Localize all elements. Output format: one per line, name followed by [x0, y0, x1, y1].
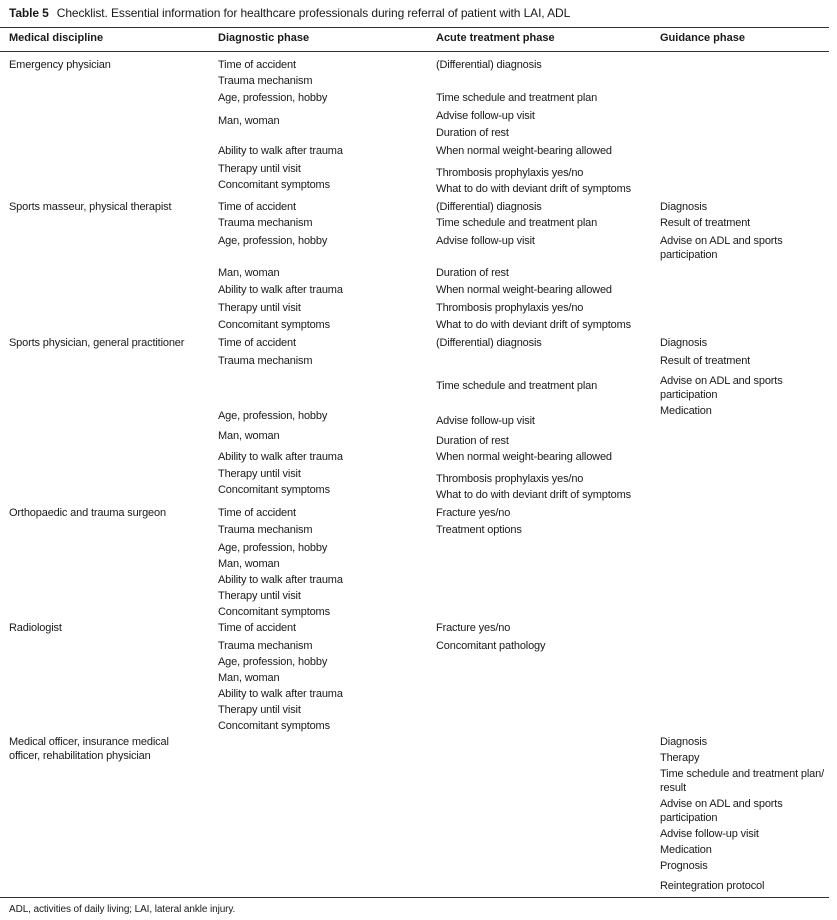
diagnostic-item: Man, woman	[218, 430, 280, 442]
guidance-item: Medication	[660, 844, 712, 856]
diagnostic-item: Trauma mechanism	[218, 217, 313, 229]
diagnostic-item: Ability to walk after trauma	[218, 451, 343, 463]
discipline-cell: officer, rehabilitation physician	[9, 750, 151, 762]
diagnostic-item: Trauma mechanism	[218, 355, 313, 367]
guidance-item: Prognosis	[660, 860, 708, 872]
header-acute-treatment-phase: Acute treatment phase	[436, 32, 555, 44]
diagnostic-item: Concomitant symptoms	[218, 484, 330, 496]
header-diagnostic-phase: Diagnostic phase	[218, 32, 310, 44]
acute-treatment-item: Duration of rest	[436, 127, 509, 139]
diagnostic-item: Age, profession, hobby	[218, 410, 328, 422]
acute-treatment-item: Duration of rest	[436, 267, 509, 279]
discipline-cell: Sports masseur, physical therapist	[9, 201, 172, 213]
diagnostic-item: Man, woman	[218, 267, 280, 279]
diagnostic-item: Age, profession, hobby	[218, 235, 328, 247]
acute-treatment-item: Advise follow-up visit	[436, 415, 535, 427]
table-number: Table 5	[9, 6, 49, 20]
guidance-item: Result of treatment	[660, 217, 751, 229]
guidance-item: Time schedule and treatment plan/	[660, 768, 825, 780]
diagnostic-item: Time of accident	[218, 59, 296, 71]
diagnostic-item: Therapy until visit	[218, 468, 301, 480]
acute-treatment-item: Treatment options	[436, 524, 522, 536]
bottom-rule	[0, 897, 829, 898]
acute-treatment-item: (Differential) diagnosis	[436, 201, 542, 213]
acute-treatment-item: What to do with deviant drift of symptoms	[436, 489, 631, 501]
guidance-item: Medication	[660, 405, 712, 417]
acute-treatment-item: Time schedule and treatment plan	[436, 380, 598, 392]
table-caption	[9, 6, 570, 20]
acute-treatment-item: Time schedule and treatment plan	[436, 217, 598, 229]
diagnostic-item: Therapy until visit	[218, 163, 301, 175]
acute-treatment-item: When normal weight-bearing allowed	[436, 145, 612, 157]
acute-treatment-item: Duration of rest	[436, 435, 509, 447]
diagnostic-item: Therapy until visit	[218, 704, 301, 716]
header-rule	[0, 51, 829, 52]
acute-treatment-item: Advise follow-up visit	[436, 235, 535, 247]
acute-treatment-item: Thrombosis prophylaxis yes/no	[436, 302, 584, 314]
diagnostic-item: Age, profession, hobby	[218, 656, 328, 668]
acute-treatment-item: When normal weight-bearing allowed	[436, 284, 612, 296]
diagnostic-item: Trauma mechanism	[218, 640, 313, 652]
diagnostic-item: Ability to walk after trauma	[218, 145, 343, 157]
acute-treatment-item: What to do with deviant drift of symptoms	[436, 183, 631, 195]
guidance-item: Advise follow-up visit	[660, 828, 759, 840]
guidance-item: Result of treatment	[660, 355, 751, 367]
table-footnote: ADL, activities of daily living; LAI, lateral ankle injury.	[9, 904, 236, 915]
guidance-item: result	[660, 782, 686, 794]
header-medical-discipline: Medical discipline	[9, 32, 104, 44]
discipline-cell: Orthopaedic and trauma surgeon	[9, 507, 166, 519]
acute-treatment-item: Concomitant pathology	[436, 640, 546, 652]
guidance-item: Advise on ADL and sports	[660, 798, 783, 810]
diagnostic-item: Ability to walk after trauma	[218, 284, 343, 296]
diagnostic-item: Man, woman	[218, 558, 280, 570]
table-caption-text: Checklist. Essential information for healthcare professionals during referral of patient with LAI, ADL	[56, 6, 571, 20]
diagnostic-item: Age, profession, hobby	[218, 92, 328, 104]
acute-treatment-item: Fracture yes/no	[436, 507, 511, 519]
diagnostic-item: Trauma mechanism	[218, 524, 313, 536]
diagnostic-item: Therapy until visit	[218, 302, 301, 314]
header-guidance-phase: Guidance phase	[660, 32, 745, 44]
guidance-item: Diagnosis	[660, 201, 707, 213]
diagnostic-item: Concomitant symptoms	[218, 179, 330, 191]
discipline-cell: Radiologist	[9, 622, 62, 634]
discipline-cell: Emergency physician	[9, 59, 111, 71]
acute-treatment-item: Advise follow-up visit	[436, 110, 535, 122]
diagnostic-item: Therapy until visit	[218, 590, 301, 602]
discipline-cell: Medical officer, insurance medical	[9, 736, 169, 748]
acute-treatment-item: What to do with deviant drift of symptoms	[436, 319, 631, 331]
diagnostic-item: Concomitant symptoms	[218, 720, 330, 732]
diagnostic-item: Age, profession, hobby	[218, 542, 328, 554]
guidance-item: Diagnosis	[660, 736, 707, 748]
guidance-item: Advise on ADL and sports	[660, 235, 783, 247]
diagnostic-item: Time of accident	[218, 507, 296, 519]
diagnostic-item: Ability to walk after trauma	[218, 688, 343, 700]
discipline-cell: Sports physician, general practitioner	[9, 337, 185, 349]
diagnostic-item: Concomitant symptoms	[218, 606, 330, 618]
guidance-item: participation	[660, 249, 718, 261]
top-rule	[0, 27, 829, 28]
acute-treatment-item: When normal weight-bearing allowed	[436, 451, 612, 463]
acute-treatment-item: Thrombosis prophylaxis yes/no	[436, 167, 584, 179]
acute-treatment-item: (Differential) diagnosis	[436, 337, 542, 349]
acute-treatment-item: Fracture yes/no	[436, 622, 511, 634]
guidance-item: participation	[660, 389, 718, 401]
diagnostic-item: Concomitant symptoms	[218, 319, 330, 331]
guidance-item: Diagnosis	[660, 337, 707, 349]
guidance-item: Therapy	[660, 752, 700, 764]
guidance-item: Advise on ADL and sports	[660, 375, 783, 387]
guidance-item: participation	[660, 812, 718, 824]
acute-treatment-item: (Differential) diagnosis	[436, 59, 542, 71]
acute-treatment-item: Time schedule and treatment plan	[436, 92, 598, 104]
diagnostic-item: Ability to walk after trauma	[218, 574, 343, 586]
diagnostic-item: Time of accident	[218, 622, 296, 634]
diagnostic-item: Trauma mechanism	[218, 75, 313, 87]
guidance-item: Reintegration protocol	[660, 880, 765, 892]
diagnostic-item: Time of accident	[218, 337, 296, 349]
diagnostic-item: Time of accident	[218, 201, 296, 213]
diagnostic-item: Man, woman	[218, 115, 280, 127]
acute-treatment-item: Thrombosis prophylaxis yes/no	[436, 473, 584, 485]
diagnostic-item: Man, woman	[218, 672, 280, 684]
